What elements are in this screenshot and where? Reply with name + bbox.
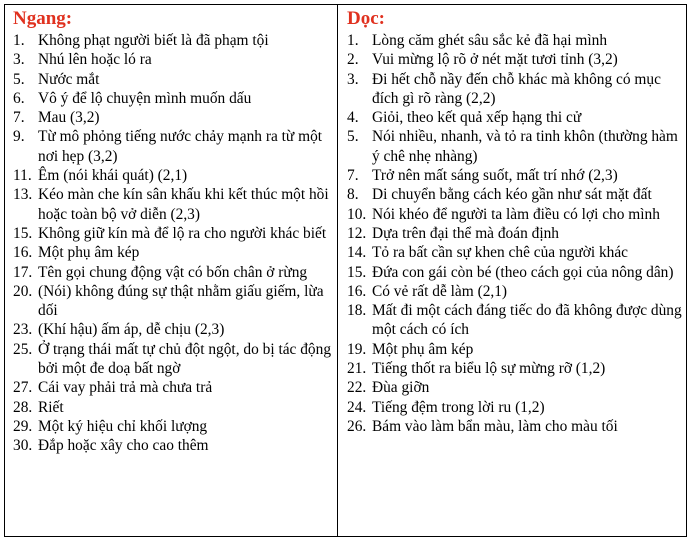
- down-clue-item: [347, 127, 682, 166]
- across-clue-item: [13, 185, 333, 224]
- clue-number: 2.: [347, 51, 359, 69]
- clue-text: Nhú lên hoặc ló ra: [38, 51, 152, 69]
- clue-number: 3.: [13, 51, 25, 69]
- down-clue-item: [347, 166, 682, 185]
- clue-number: 16.: [347, 282, 367, 300]
- clue-number: 9.: [13, 128, 25, 146]
- down-column: [338, 5, 686, 536]
- clue-text: Từ mô phỏng tiếng nước chảy mạnh ra từ một nơi hẹp (3,2): [38, 128, 323, 165]
- down-clue-item: [347, 340, 682, 359]
- clue-number: 24.: [347, 398, 367, 416]
- clue-number: 28.: [13, 398, 33, 416]
- clue-text: Lòng căm ghét sâu sắc kẻ đã hại mình: [372, 32, 608, 49]
- clue-number: 21.: [347, 360, 367, 378]
- clue-text: Kéo màn che kín sân khấu khi kết thúc một hồi hoặc toàn bộ vở diễn (2,3): [38, 186, 329, 223]
- clue-text: Một phụ âm kép: [372, 340, 474, 358]
- clue-text: Mất đi một cách đáng tiếc do đã không được dùng một cách có ích: [372, 302, 682, 339]
- clue-text: Trở nên mất sáng suốt, mất trí nhớ (2,3): [372, 167, 618, 185]
- clue-number: 7.: [347, 167, 359, 185]
- clue-text: Đứa con gái còn bé (theo cách gọi của nông dân): [372, 263, 674, 281]
- clue-number: 13.: [13, 186, 33, 204]
- clue-text: Đùa giỡn: [372, 379, 430, 397]
- clue-number: 16.: [13, 244, 33, 262]
- down-clue-item: [347, 31, 682, 50]
- across-clue-item: [13, 417, 333, 436]
- down-clue-item: [347, 282, 682, 301]
- across-clue-item: [13, 436, 333, 455]
- clue-text: Dựa trên đại thể mà đoán định: [372, 224, 559, 242]
- clue-text: Riết: [38, 398, 64, 416]
- clue-text: Đi hết chỗ nầy đến chỗ khác mà không có mục đích gì rõ ràng (2,2): [372, 70, 661, 107]
- across-clue-item: [13, 50, 333, 69]
- clue-number: 18.: [347, 302, 367, 320]
- across-clue-item: [13, 243, 333, 262]
- down-clue-item: [347, 398, 682, 417]
- clue-number: 3.: [347, 70, 359, 88]
- clue-text: (Nói) không đúng sự thật nhằm giấu giếm, lừa dối: [38, 282, 324, 320]
- down-clue-item: [347, 205, 682, 224]
- clue-number: 22.: [347, 379, 367, 397]
- clue-text: Vô ý để lộ chuyện mình muốn dấu: [38, 89, 252, 107]
- clue-number: 1.: [347, 32, 359, 49]
- clue-number: 6.: [13, 89, 25, 107]
- clue-number: 5.: [347, 128, 359, 146]
- down-clue-item: [347, 243, 682, 262]
- clue-text: Một ký hiệu chỉ khối lượng: [38, 417, 208, 435]
- across-clue-item: [13, 70, 333, 89]
- across-heading: Ngang:: [13, 8, 73, 29]
- across-clue-item: [13, 378, 333, 397]
- clue-text: Nói nhiều, nhanh, và tỏ ra tinh khôn (thường hàm ý chê nhẹ nhàng): [372, 128, 678, 165]
- clue-number: 29.: [13, 417, 33, 435]
- down-clue-item: [347, 301, 682, 340]
- down-clue-item: [347, 50, 682, 69]
- clue-number: 10.: [347, 205, 367, 223]
- clue-text: Cái vay phải trả mà chưa trả: [38, 379, 213, 397]
- clue-number: 7.: [13, 109, 25, 127]
- down-clue-item: [347, 263, 682, 282]
- clue-text: Nói khéo để người ta làm điều có lợi cho mình: [372, 205, 660, 223]
- clue-number: 15.: [13, 224, 33, 242]
- across-clue-item: [13, 282, 333, 321]
- down-clue-item: [347, 417, 682, 436]
- clue-number: 17.: [13, 263, 33, 281]
- across-clue-item: [13, 127, 333, 166]
- across-clue-item: [13, 31, 333, 50]
- down-clue-item: [347, 185, 682, 204]
- across-column: [5, 5, 338, 536]
- clue-text: (Khí hậu) ấm áp, dễ chịu (2,3): [38, 321, 225, 339]
- across-clue-item: [13, 108, 333, 127]
- down-clue-item: [347, 359, 682, 378]
- clue-text: Di chuyển bằng cách kéo gần như sát mặt đất: [372, 186, 652, 204]
- clue-text: Tên gọi chung động vật có bốn chân ở rừng: [38, 263, 308, 281]
- down-clue-item: [347, 224, 682, 243]
- clue-number: 5.: [13, 70, 25, 88]
- clue-number: 14.: [347, 244, 367, 262]
- across-clue-item: [13, 166, 333, 185]
- across-clue-item: [13, 89, 333, 108]
- clue-text: Tiếng đệm trong lời ru (1,2): [372, 398, 545, 416]
- clue-number: 4.: [347, 109, 359, 127]
- across-clue-item: [13, 340, 333, 379]
- clue-text: Nước mắt: [38, 70, 100, 88]
- clue-number: 30.: [13, 437, 33, 455]
- clue-text: Mau (3,2): [38, 109, 100, 127]
- down-clue-item: [347, 108, 682, 127]
- clue-text: Tiếng thốt ra biểu lộ sự mừng rỡ (1,2): [372, 360, 606, 378]
- down-clue-item: [347, 378, 682, 397]
- clue-number: 26.: [347, 417, 367, 435]
- clue-text: Ở trạng thái mất tự chủ đột ngột, do bị tác động bởi một đe doạ bất ngờ: [38, 340, 332, 378]
- crossword-clue-table: [4, 4, 687, 537]
- clue-text: Đắp hoặc xây cho cao thêm: [38, 437, 209, 455]
- across-clue-item: [13, 263, 333, 282]
- clue-number: 8.: [347, 186, 359, 204]
- across-clue-item: [13, 320, 333, 339]
- clue-text: Bám vào làm bẩn màu, làm cho màu tối: [372, 417, 618, 435]
- clue-text: Vui mừng lộ rõ ở nét mặt tươi tỉnh (3,2): [372, 51, 618, 69]
- clue-number: 1.: [13, 32, 25, 49]
- across-clue-item: [13, 224, 333, 243]
- clue-number: 12.: [347, 224, 367, 242]
- clue-number: 11.: [13, 167, 32, 185]
- clue-text: Một phụ âm kép: [38, 244, 140, 262]
- clue-text: Không giữ kín mà để lộ ra cho người khác biết: [38, 224, 327, 242]
- clue-number: 25.: [13, 340, 33, 358]
- down-heading: Dọc:: [347, 8, 385, 29]
- clue-number: 23.: [13, 321, 33, 339]
- clue-text: Tỏ ra bất cần sự khen chê của người khác: [372, 244, 629, 262]
- across-clue-list: [13, 31, 333, 456]
- clue-text: Giỏi, theo kết quả xếp hạng thi cử: [372, 109, 582, 127]
- clue-text: Có vẻ rất dễ làm (2,1): [372, 282, 508, 300]
- across-clue-item: [13, 398, 333, 417]
- down-clue-item: [347, 70, 682, 109]
- clue-text: Không phạt người biết là đã phạm tội: [38, 32, 269, 49]
- clue-number: 20.: [13, 282, 33, 300]
- clue-number: 19.: [347, 340, 367, 358]
- clue-text: Êm (nói khái quát) (2,1): [38, 167, 188, 185]
- clue-number: 27.: [13, 379, 33, 397]
- down-clue-list: [347, 31, 682, 436]
- clue-number: 15.: [347, 263, 367, 281]
